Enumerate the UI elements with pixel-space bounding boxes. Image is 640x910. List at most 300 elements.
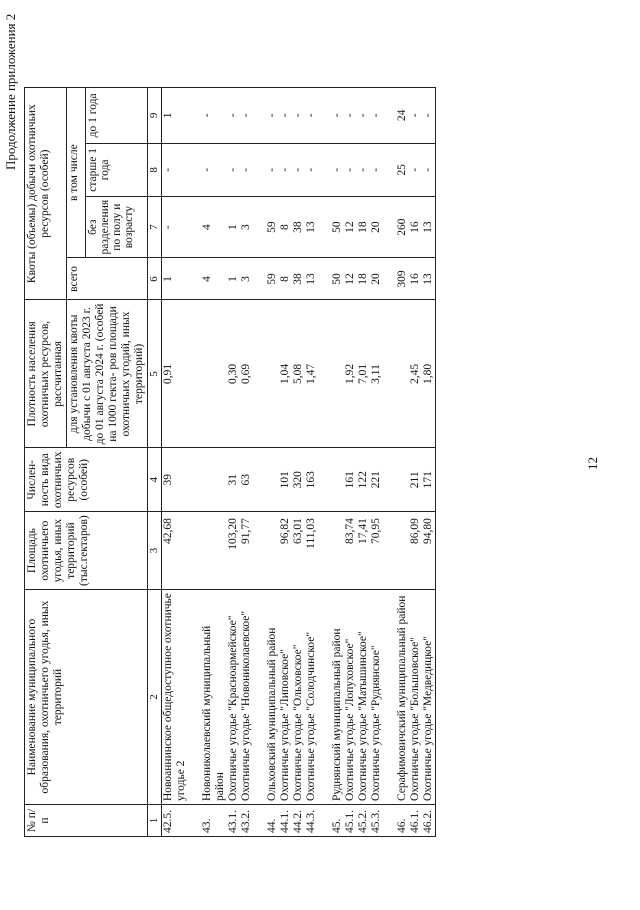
row-nosex-cell	[357, 196, 370, 258]
row-nosex-cell	[344, 196, 357, 258]
row-density-cell	[292, 300, 305, 448]
row-number-cell	[253, 805, 266, 837]
row-younger-cell	[162, 87, 189, 143]
row-area-cell	[292, 512, 305, 590]
row-density-cell	[318, 300, 331, 448]
row-area	[383, 518, 396, 586]
row-area	[188, 518, 201, 586]
header-nosex: без разделения по полу и возрасту	[86, 196, 148, 258]
row-number-cell	[188, 805, 201, 837]
table-row	[344, 87, 357, 836]
row-younger: -	[331, 113, 343, 118]
row-density	[318, 303, 331, 444]
row-older-cell	[370, 143, 383, 196]
row-younger-cell	[370, 87, 383, 143]
row-older: -	[240, 167, 252, 172]
header-older: старше 1 года	[86, 143, 148, 196]
row-area	[266, 518, 279, 586]
row-name	[396, 590, 409, 805]
row-younger	[188, 91, 201, 140]
row-total-cell	[253, 258, 266, 300]
row-nosex-cell	[227, 196, 240, 258]
row-older	[253, 147, 266, 193]
row-number-cell	[305, 805, 318, 837]
row-count-cell	[344, 448, 357, 512]
header-total: всего	[67, 258, 148, 300]
row-count-cell	[253, 448, 266, 512]
row-area-cell	[201, 512, 227, 590]
row-count-cell	[305, 448, 318, 512]
row-density	[383, 303, 396, 444]
row-total: 13	[305, 273, 317, 285]
row-nosex-cell	[266, 196, 279, 258]
row-older: -	[305, 167, 317, 172]
header-num: № п/п	[25, 805, 148, 837]
row-older-cell	[266, 143, 279, 196]
table-row	[201, 87, 227, 836]
row-area-cell	[383, 512, 396, 590]
row-density-cell	[396, 300, 409, 448]
row-nosex	[383, 200, 396, 255]
row-total-cell	[240, 258, 253, 300]
row-total: 18	[357, 273, 369, 285]
row-name	[318, 590, 331, 805]
row-area	[253, 518, 266, 586]
table-row	[370, 87, 383, 836]
row-name-line: Ольховский муниципальный район	[266, 627, 278, 801]
row-area-cell	[227, 512, 240, 590]
row-younger-cell	[279, 87, 292, 143]
table-row	[422, 87, 436, 836]
row-density	[253, 303, 266, 444]
row-name-line: Охотничье угодье "Руднянское"	[370, 645, 382, 801]
row-younger-cell	[292, 87, 305, 143]
row-nosex-cell	[201, 196, 227, 258]
row-name	[344, 590, 357, 805]
row-density-cell	[162, 300, 189, 448]
col-number: 2	[148, 590, 162, 805]
row-older-cell	[292, 143, 305, 196]
row-number: 46.2.	[422, 810, 434, 833]
table-row	[240, 87, 253, 836]
row-count-cell	[279, 448, 292, 512]
row-area: 103,20	[227, 518, 239, 550]
row-name	[266, 590, 279, 805]
row-name	[279, 590, 292, 805]
row-younger: -	[292, 113, 304, 118]
row-number	[253, 808, 266, 833]
row-density-cell	[383, 300, 396, 448]
row-younger: -	[279, 113, 291, 118]
row-name	[292, 590, 305, 805]
row-density-cell	[409, 300, 422, 448]
row-density-cell	[188, 300, 201, 448]
table-row	[318, 87, 331, 836]
row-density: 1,92	[344, 363, 356, 385]
row-younger-cell	[201, 87, 227, 143]
row-name	[240, 590, 253, 805]
row-younger-cell	[331, 87, 344, 143]
row-younger: -	[240, 113, 252, 118]
row-name-line: Серафимовичский муниципальный район	[396, 595, 408, 801]
row-count-cell	[292, 448, 305, 512]
table-row	[383, 87, 396, 836]
table-row	[266, 87, 279, 836]
row-total-cell	[383, 258, 396, 300]
row-younger: -	[266, 113, 278, 118]
row-name-line: Охотничье угодье "Большовское"	[409, 637, 421, 801]
row-number: 45.3.	[370, 810, 382, 833]
row-number-cell	[383, 805, 396, 837]
row-name-line: Охотничье угодье "Новониколаевское"	[240, 610, 252, 801]
row-nosex: 1	[227, 224, 239, 231]
row-older-cell	[318, 143, 331, 196]
row-number-cell	[344, 805, 357, 837]
row-name-line: Охотничье угодье "Лопуховское"	[344, 638, 356, 801]
row-younger	[383, 91, 396, 140]
row-area: 42,68	[162, 518, 174, 544]
row-count-cell	[318, 448, 331, 512]
row-older-cell	[227, 143, 240, 196]
row-older-cell	[344, 143, 357, 196]
row-older: -	[227, 167, 239, 172]
row-total-cell	[292, 258, 305, 300]
row-count-cell	[422, 448, 436, 512]
row-nosex	[253, 200, 266, 255]
row-nosex-cell	[279, 196, 292, 258]
row-count: 161	[344, 471, 356, 489]
row-name	[162, 590, 189, 805]
row-count-cell	[227, 448, 240, 512]
row-older: -	[279, 167, 291, 172]
row-name-line: Новоаннинское общедоступное охотничье	[162, 593, 174, 801]
row-number-cell	[240, 805, 253, 837]
header-younger: до 1 года	[86, 87, 148, 143]
row-count-cell	[357, 448, 370, 512]
row-name	[422, 590, 436, 805]
row-area-cell	[188, 512, 201, 590]
col-number: 8	[148, 143, 162, 196]
row-nosex-cell	[292, 196, 305, 258]
row-count-cell	[188, 448, 201, 512]
row-area-cell	[318, 512, 331, 590]
row-count: 211	[409, 471, 421, 489]
table-row	[396, 87, 409, 836]
row-area: 63,01	[292, 518, 304, 544]
row-name	[370, 590, 383, 805]
row-count	[201, 451, 214, 508]
row-name-line: угодье 2	[175, 760, 187, 801]
table-row	[331, 87, 344, 836]
row-total-cell	[201, 258, 227, 300]
header-incl: в том числе	[67, 87, 86, 258]
row-older-cell	[279, 143, 292, 196]
row-area: 111,03	[305, 518, 317, 549]
table-row	[305, 87, 318, 836]
table-row	[357, 87, 370, 836]
row-count-cell	[162, 448, 189, 512]
row-area: 70,95	[370, 518, 382, 544]
row-older: -	[344, 167, 356, 172]
row-count-cell	[396, 448, 409, 512]
row-total: 4	[201, 276, 213, 282]
row-nosex: 38	[292, 221, 304, 233]
page-number: 12	[585, 457, 600, 470]
row-number: 44.	[266, 818, 278, 833]
row-younger-cell	[357, 87, 370, 143]
row-count-cell	[383, 448, 396, 512]
row-older: -	[409, 167, 421, 172]
col-number: 9	[148, 87, 162, 143]
row-name-line: Охотничье угодье "Медведицкое"	[422, 636, 434, 801]
row-total: 12	[344, 273, 356, 285]
row-area-cell	[266, 512, 279, 590]
row-density: 0,30	[227, 363, 239, 385]
row-density-cell	[331, 300, 344, 448]
row-nosex	[318, 200, 331, 255]
row-older-cell	[383, 143, 396, 196]
row-area	[331, 518, 344, 586]
row-nosex: 59	[266, 221, 278, 233]
row-nosex: 50	[331, 221, 343, 233]
row-nosex-cell	[188, 196, 201, 258]
row-total: 20	[370, 273, 382, 285]
row-younger: -	[201, 113, 213, 118]
row-older: -	[201, 167, 213, 172]
row-younger: -	[344, 113, 356, 118]
table-row	[409, 87, 422, 836]
row-count: 63	[240, 474, 252, 486]
row-area-cell	[305, 512, 318, 590]
row-count	[396, 451, 409, 508]
row-older-cell	[331, 143, 344, 196]
row-count	[266, 451, 279, 508]
row-name	[357, 590, 370, 805]
continuation-heading: Продолжение приложения 2	[3, 13, 18, 170]
row-older-cell	[162, 143, 189, 196]
table-row	[188, 87, 201, 836]
row-younger-cell	[318, 87, 331, 143]
row-nosex-cell	[370, 196, 383, 258]
row-name-line: Охотничье угодье "Матышинское"	[357, 631, 369, 801]
row-density-cell	[344, 300, 357, 448]
row-number: 45.	[331, 818, 343, 833]
row-count: 39	[162, 474, 174, 486]
row-nosex-cell	[305, 196, 318, 258]
row-younger-cell	[409, 87, 422, 143]
row-total	[188, 261, 201, 296]
row-total: 3	[240, 276, 252, 282]
column-number-row	[148, 87, 162, 836]
row-number	[188, 808, 201, 833]
row-total: 309	[396, 270, 408, 288]
row-area-cell	[253, 512, 266, 590]
row-count: 221	[370, 471, 382, 489]
col-number: 5	[148, 300, 162, 448]
row-density	[266, 303, 279, 444]
row-total: 8	[279, 276, 291, 282]
row-density: 1,04	[279, 363, 291, 385]
row-older: -	[370, 167, 382, 172]
row-name-line: Руднянский муниципальный район	[331, 628, 343, 801]
row-number-cell	[357, 805, 370, 837]
row-number-cell	[292, 805, 305, 837]
row-area: 96,82	[279, 518, 291, 544]
header-name: Наименование муниципального образования, охотничьего угодья, иных территорий	[25, 590, 148, 805]
row-younger-cell	[188, 87, 201, 143]
row-number: 44.3.	[305, 810, 317, 833]
row-count	[383, 451, 396, 508]
row-name	[383, 590, 396, 805]
row-nosex-cell	[318, 196, 331, 258]
row-count-cell	[409, 448, 422, 512]
row-nosex-cell	[253, 196, 266, 258]
row-number-cell	[279, 805, 292, 837]
header-count: Числен- ность вида охотничьих ресурсов (особей)	[25, 448, 148, 512]
row-nosex: 13	[305, 221, 317, 233]
row-density-cell	[357, 300, 370, 448]
row-older: -	[331, 167, 343, 172]
row-older-cell	[253, 143, 266, 196]
row-density: 2,45	[409, 363, 421, 385]
row-younger-cell	[344, 87, 357, 143]
row-total: 59	[266, 273, 278, 285]
row-density-cell	[305, 300, 318, 448]
row-density	[188, 303, 201, 444]
row-density-cell	[370, 300, 383, 448]
row-nosex-cell	[422, 196, 436, 258]
row-density: 0,91	[162, 363, 174, 385]
row-older	[318, 147, 331, 193]
row-total-cell	[305, 258, 318, 300]
row-area: 91,77	[240, 518, 252, 544]
row-density-cell	[266, 300, 279, 448]
row-number-cell	[318, 805, 331, 837]
row-count-cell	[201, 448, 227, 512]
row-area-cell	[357, 512, 370, 590]
table-row	[227, 87, 240, 836]
row-density-cell	[253, 300, 266, 448]
row-density: 3,11	[370, 364, 382, 384]
row-number	[383, 808, 396, 833]
row-count	[253, 451, 266, 508]
row-older: -	[266, 167, 278, 172]
row-total-cell	[227, 258, 240, 300]
row-number-cell	[396, 805, 409, 837]
table-row	[279, 87, 292, 836]
row-nosex-cell	[331, 196, 344, 258]
row-number-cell	[201, 805, 227, 837]
header-quota: Квоты (объемы) добычи охотничьих ресурсов (особей)	[25, 87, 67, 300]
row-total: 1	[227, 276, 239, 282]
row-density: 1,47	[305, 363, 317, 385]
row-number-cell	[266, 805, 279, 837]
row-younger-cell	[240, 87, 253, 143]
row-area	[318, 518, 331, 586]
row-older: -	[357, 167, 369, 172]
row-younger: -	[227, 113, 239, 118]
col-number: 4	[148, 448, 162, 512]
header-area: Площадь охотничьего угодья, иных территорий (тыс.гектаров)	[25, 512, 148, 590]
row-number: 45.2.	[357, 810, 369, 833]
row-older-cell	[357, 143, 370, 196]
row-total: 38	[292, 273, 304, 285]
row-total: 1	[162, 276, 174, 282]
row-density: 7,01	[357, 363, 369, 385]
row-total	[253, 261, 266, 296]
col-number: 7	[148, 196, 162, 258]
row-younger-cell	[253, 87, 266, 143]
row-older-cell	[201, 143, 227, 196]
row-number	[318, 808, 331, 833]
row-total-cell	[344, 258, 357, 300]
row-name	[201, 590, 227, 805]
row-count-cell	[331, 448, 344, 512]
row-area	[396, 518, 409, 586]
row-total-cell	[422, 258, 436, 300]
row-number: 43.2.	[240, 810, 252, 833]
row-name-line: Охотничье угодье "Солодчинское"	[305, 631, 317, 801]
header-density-sub: для установления квоты добычи с 01 августа 2023 г. до 01 августа 2024 г. (особей на 1000 гекта- ров площади охотничьих угодий, иных территорий)	[67, 300, 148, 448]
row-nosex: 260	[396, 218, 408, 236]
row-count-cell	[240, 448, 253, 512]
row-density: 5,08	[292, 363, 304, 385]
row-younger	[253, 91, 266, 140]
row-density	[396, 303, 409, 444]
row-name	[253, 590, 266, 805]
row-count: 122	[357, 471, 369, 489]
row-nosex-cell	[396, 196, 409, 258]
row-count: 31	[227, 474, 239, 486]
row-number: 46.	[396, 818, 408, 833]
row-nosex: 8	[279, 224, 291, 231]
row-area-cell	[409, 512, 422, 590]
row-count: 171	[422, 471, 434, 489]
row-name	[188, 590, 201, 805]
row-area-cell	[240, 512, 253, 590]
row-younger-cell	[422, 87, 436, 143]
row-younger: -	[422, 113, 434, 118]
row-older-cell	[305, 143, 318, 196]
row-number-cell	[370, 805, 383, 837]
row-nosex: 3	[240, 224, 252, 231]
row-number-cell	[422, 805, 436, 837]
row-name-line: район	[214, 772, 226, 801]
table-body	[162, 87, 436, 836]
row-total: 50	[331, 273, 343, 285]
row-area-cell	[279, 512, 292, 590]
row-name-line: Охотничье угодье "Липовское"	[279, 649, 291, 801]
row-area-cell	[331, 512, 344, 590]
row-count	[188, 451, 201, 508]
row-number: 44.2.	[292, 810, 304, 833]
row-nosex: 12	[344, 221, 356, 233]
row-total-cell	[266, 258, 279, 300]
row-area: 83,74	[344, 518, 356, 544]
row-number-cell	[162, 805, 189, 837]
row-nosex-cell	[162, 196, 189, 258]
row-younger-cell	[383, 87, 396, 143]
row-nosex-cell	[383, 196, 396, 258]
row-number: 46.1.	[409, 810, 421, 833]
row-total-cell	[188, 258, 201, 300]
row-area-cell	[396, 512, 409, 590]
row-total-cell	[318, 258, 331, 300]
row-nosex-cell	[240, 196, 253, 258]
row-total-cell	[370, 258, 383, 300]
col-number: 1	[148, 805, 162, 837]
row-nosex: 18	[357, 221, 369, 233]
